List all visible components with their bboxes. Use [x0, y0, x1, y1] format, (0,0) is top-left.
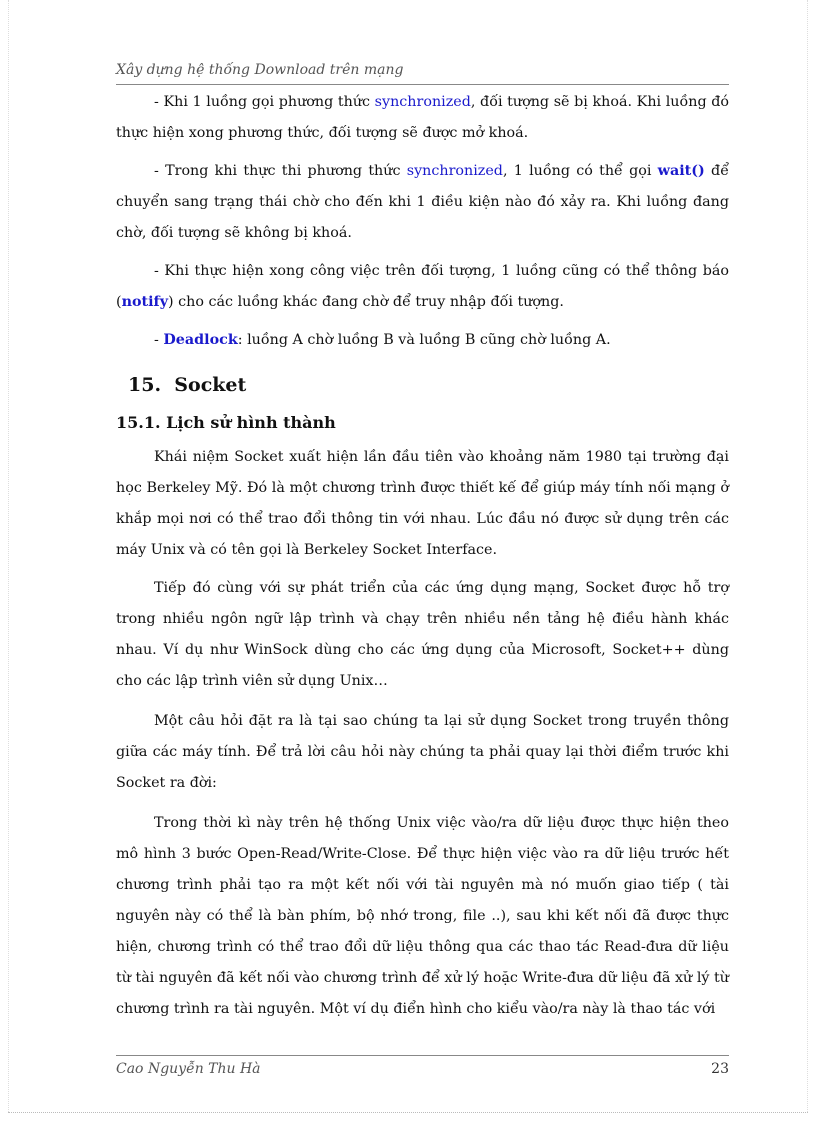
bullet-text: - — [154, 332, 164, 348]
bullet-text: ) cho các luồng khác đang chờ để truy nhập đối tượng. — [168, 294, 564, 310]
section-number: 15. — [128, 374, 162, 396]
running-header: Xây dựng hệ thống Download trên mạng — [116, 62, 404, 78]
bullet-item — [116, 256, 729, 318]
bullet-item — [116, 325, 729, 356]
paragraph: Một câu hỏi đặt ra là tại sao chúng ta lại sử dụng Socket trong truyền thông giữa các máy tính. Để trả lời câu hỏi này chúng ta phải quay lại thời điểm trước khi Socket ra đời: — [116, 713, 729, 791]
paragraph: Khái niệm Socket xuất hiện lần đầu tiên vào khoảng năm 1980 tại trường đại học Berkeley Mỹ. Đó là một chương trình được thiết kế để giúp máy tính nối mạng ở khắp mọi nơi có thể trao đổi thông tin với nhau. Lúc đầu nó được sử dụng trên các máy Unix và có tên gọi là Berkeley Socket Interface. — [116, 449, 729, 558]
paragraph: Trong thời kì này trên hệ thống Unix việc vào/ra dữ liệu được thực hiện theo mô hình 3 bước Open-Read/Write-Close. Để thực hiện việc vào ra dữ liệu trước hết chương trình phải tạo ra một kết nối với tài nguyên mà nó muốn giao tiếp ( tài nguyên này có thể là bàn phím, bộ nhớ trong, file ..), sau khi kết nối đã được thực hiện, chương trình có thể trao đổi dữ liệu thông qua các thao tác Read-đưa dữ liệu từ tài nguyên đã kết nối vào chương trình để xử lý hoặc Write-đưa dữ liệu đã xử lý từ chương trình ra tài nguyên. Một ví dụ điển hình cho kiểu vào/ra này là thao tác với — [116, 815, 729, 1017]
section-heading — [128, 370, 729, 400]
bullet-text: , đối tượng sẽ bị khoá. Khi luồng đó thực hiện xong phương thức, đối tượng sẽ được mở khoá. — [116, 94, 729, 141]
keyword-notify: notify — [121, 294, 169, 310]
page-edge-left — [8, 0, 9, 1112]
bullet-text: : luồng A chờ luồng B và luồng B cũng chờ luồng A. — [237, 332, 611, 348]
subsection-heading: 15.1. Lịch sử hình thành — [116, 413, 336, 432]
bullet-text: để chuyển sang trạng thái chờ cho đến khi 1 điều kiện nào đó xảy ra. Khi luồng đang chờ, đối tượng sẽ không bị khoá. — [116, 163, 729, 241]
page-body — [116, 87, 729, 1025]
bullet-text: - Trong khi thực thi phương thức — [154, 163, 407, 179]
header-rule — [116, 84, 729, 85]
page-number: 23 — [711, 1061, 729, 1077]
bullet-text: - Khi 1 luồng gọi phương thức — [154, 94, 375, 110]
paragraph: Tiếp đó cùng với sự phát triển của các ứng dụng mạng, Socket được hỗ trợ trong nhiều ngôn ngữ lập trình và chạy trên nhiều nền tảng hệ điều hành khác nhau. Ví dụ như WinSock dùng cho các ứng dụng của Microsoft, Socket++ dùng cho các lập trình viên sử dụng Unix… — [116, 580, 729, 689]
bullet-item — [116, 87, 729, 149]
bullet-item — [116, 156, 729, 249]
keyword-deadlock: Deadlock — [163, 332, 238, 348]
bullet-text: , 1 luồng có thể gọi — [502, 163, 658, 179]
keyword-synchronized: synchronized — [406, 163, 503, 179]
keyword-synchronized: synchronized — [374, 94, 471, 110]
footer-rule — [116, 1055, 729, 1056]
section-title: Socket — [174, 374, 247, 396]
footer-author: Cao Nguyễn Thu Hà — [116, 1061, 261, 1077]
keyword-wait: wait() — [657, 163, 705, 179]
bullet-text: - Khi thực hiện xong công việc trên đối tượng, 1 luồng cũng có thể thông báo ( — [116, 263, 729, 310]
page-edge-bottom — [8, 1112, 808, 1113]
page-edge-right — [807, 0, 808, 1112]
